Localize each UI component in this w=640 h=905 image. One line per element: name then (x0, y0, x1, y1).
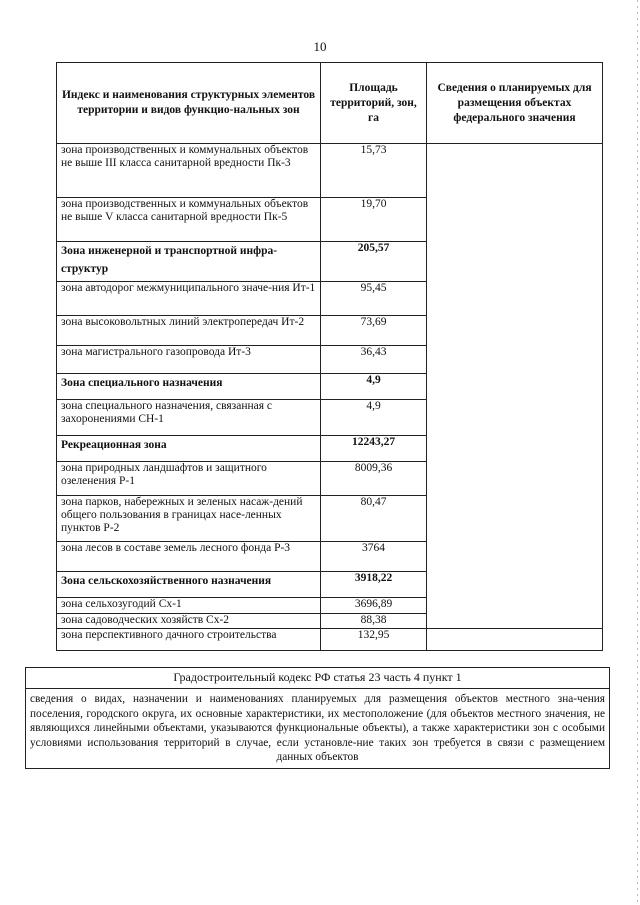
codex-text: сведения о видах, назначении и наименованиях планируемых для размещения объектов местного зна-чения поселения, городского округа, их основные характеристики, их местоположение (для объектов местного значения, не являющихся линейными объектами, указываются функциональные объекты), а также характеристики зон с особыми условиями использования территорий в случае, если установле-ние таких зон требуется в связи с размещением данных объектов (30, 693, 605, 763)
header-area: Площадь территорий, зон, га (321, 63, 427, 144)
zone-name-cell: Зона специального назначения (57, 374, 321, 400)
zone-area-cell: 36,43 (321, 346, 427, 374)
zone-name-cell: зона автодорог межмуниципального значе-ния Ит-1 (57, 282, 321, 316)
zone-name-cell: зона производственных и коммунальных объектов не выше III класса санитарной вредности Пк-3 (57, 144, 321, 198)
zone-area-cell: 4,9 (321, 400, 427, 436)
zone-area-cell: 3918,22 (321, 572, 427, 598)
scan-edge-mark (637, 0, 638, 905)
zone-area-cell: 4,9 (321, 374, 427, 400)
table-row (57, 629, 603, 651)
zone-area-cell: 132,95 (321, 629, 427, 651)
zone-area-cell: 88,38 (321, 614, 427, 629)
zone-name-cell: зона лесов в составе земель лесного фонда Р-3 (57, 542, 321, 572)
zones-table (56, 62, 603, 651)
zone-area-cell: 15,73 (321, 144, 427, 198)
zone-name-cell: Рекреационная зона (57, 436, 321, 462)
header-federal-objects: Сведения о планируемых для размещения объектах федерального значения (427, 63, 603, 144)
codex-reference-box (25, 667, 610, 769)
zone-name-cell: зона магистрального газопровода Ит-3 (57, 346, 321, 374)
zone-name-cell: Зона инженерной и транспортной инфра-структур (57, 242, 321, 282)
zone-name-cell: зона садоводческих хозяйств Сх-2 (57, 614, 321, 629)
zone-name-cell: зона природных ландшафтов и защитного озеленения Р-1 (57, 462, 321, 496)
page-number: 10 (313, 39, 327, 54)
zone-area-cell: 8009,36 (321, 462, 427, 496)
zone-name-cell: зона сельхозугодий Сх-1 (57, 598, 321, 614)
zone-name-cell: зона специального назначения, связанная с захоронениями СН-1 (57, 400, 321, 436)
zone-area-cell: 3764 (321, 542, 427, 572)
codex-title: Градостроительный кодекс РФ статья 23 часть 4 пункт 1 (26, 668, 609, 689)
zone-name-cell: зона производственных и коммунальных объектов не выше V класса санитарной вредности Пк-5 (57, 198, 321, 242)
zone-area-cell: 3696,89 (321, 598, 427, 614)
header-zone-name: Индекс и наименования структурных элементов территории и видов функцио-нальных зон (57, 63, 321, 144)
zone-area-cell: 73,69 (321, 316, 427, 346)
zone-area-cell: 95,45 (321, 282, 427, 316)
zone-area-cell: 80,47 (321, 496, 427, 542)
table-row (57, 144, 603, 198)
zone-name-cell: зона парков, набережных и зеленых насаж-дений общего пользования в границах насе-ленных пунктов Р-2 (57, 496, 321, 542)
zone-area-cell: 205,57 (321, 242, 427, 282)
federal-objects-cell-last (427, 629, 603, 651)
table-header-row (57, 63, 603, 144)
zone-name-cell: Зона сельскохозяйственного назначения (57, 572, 321, 598)
federal-objects-cell (427, 144, 603, 629)
zone-area-cell: 12243,27 (321, 436, 427, 462)
zone-name-cell: зона перспективного дачного строительства (57, 629, 321, 651)
zone-area-cell: 19,70 (321, 198, 427, 242)
zone-name-cell: зона высоковольтных линий электропередач Ит-2 (57, 316, 321, 346)
zones-table-body (57, 144, 603, 651)
